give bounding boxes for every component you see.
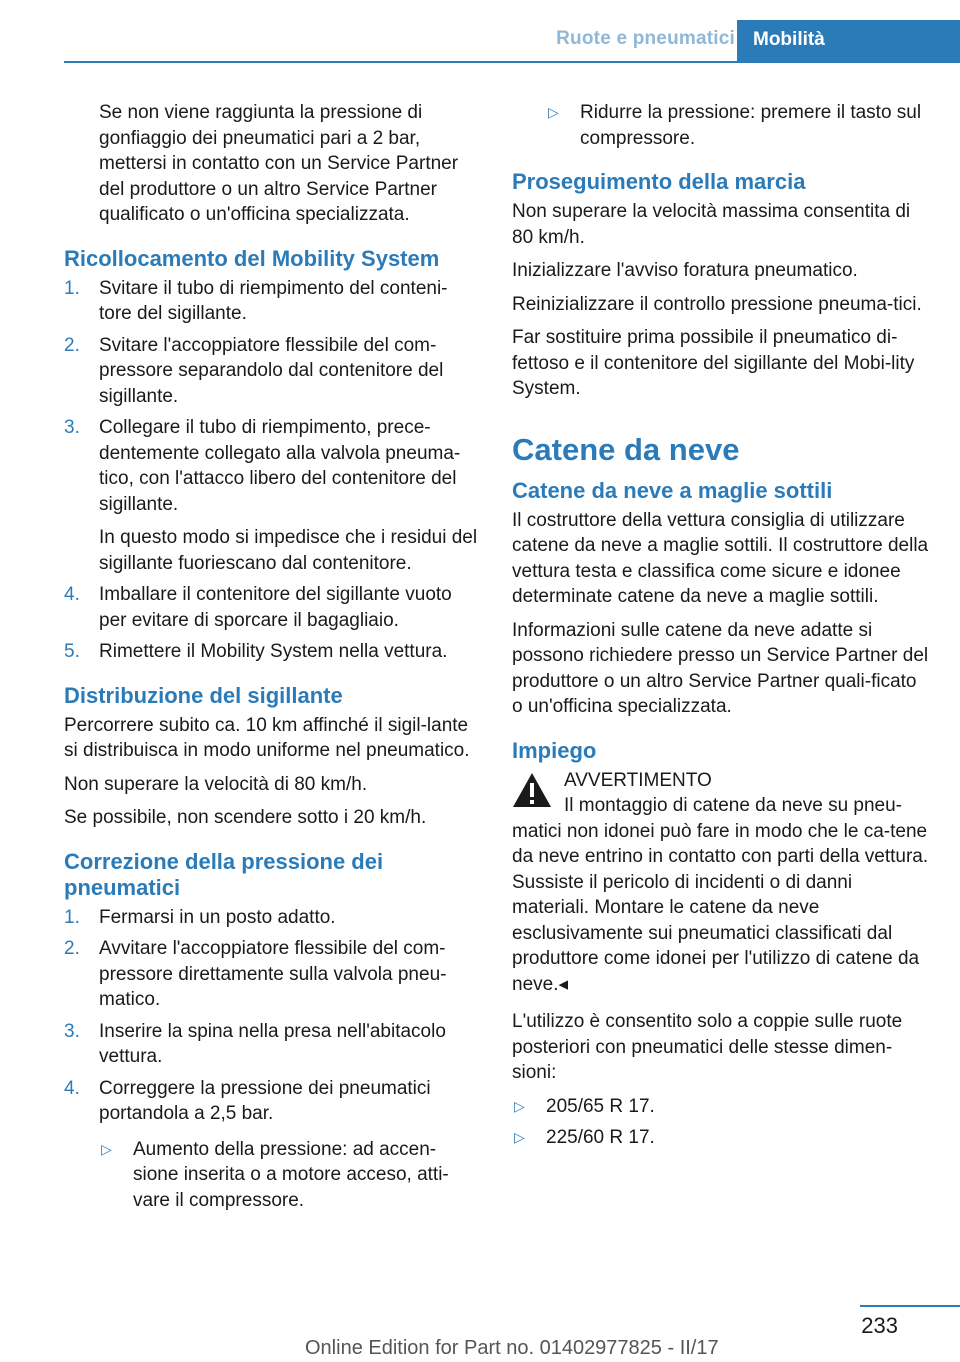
paragraph: Inizializzare l'avviso foratura pneumatico.	[512, 260, 858, 281]
step-note: In questo modo si impedisce che i residui del sigillante fuoriescano dal contenitore.	[99, 527, 478, 574]
warning-title: AVVERTIMENTO	[564, 769, 712, 791]
paragraph: Informazioni sulle catene da neve adatte si possono richiedere presso un Service Partner del produttore o un altro Service Partner quali-ficato o un'officina specializzata.	[512, 619, 929, 717]
intro-paragraph: Se non viene raggiunta la pressione di gonfiaggio dei pneumatici pari a 2 bar, mettersi in contatto con un Service Partner del produttore o un altro Service Partner qualificato o un'officina specializzata.	[99, 102, 459, 225]
warning-body: matici non idonei può fare in modo che le ca-tene da neve entrino in contatto con parti della vettura. Sussiste il pericolo di incidenti o di danni materiali. Montare le catene da neve esclusivamente sui pneumatici classificati dal produttore come idonei per l'utilizzo di catene da neve.◂	[512, 820, 929, 995]
sub-list-item	[512, 100, 930, 151]
right-column	[512, 100, 930, 1157]
step-number: 5.	[64, 641, 80, 662]
sub-list	[99, 1137, 480, 1214]
triangle-bullet-icon: ▷	[548, 104, 559, 120]
step-number: 4.	[64, 584, 80, 605]
sub-list-continued	[512, 100, 930, 151]
list-item	[64, 415, 480, 576]
list-item	[64, 582, 480, 633]
heading-distribuzione: Distribuzione del sigillante	[64, 682, 343, 708]
header-rule	[64, 61, 960, 63]
step-number: 4.	[64, 1077, 80, 1099]
heading-proseguimento: Proseguimento della marcia	[512, 169, 806, 194]
list-item	[64, 1076, 480, 1214]
heading-ricollocamento: Ricollocamento del Mobility System	[64, 245, 440, 271]
paragraph: Se possibile, non scendere sotto i 20 km/h.	[64, 807, 427, 828]
step-number: 2.	[64, 334, 80, 356]
tire-size: 205/65 R 17.	[546, 1095, 655, 1117]
list-item	[64, 905, 480, 931]
sub-list-item	[99, 1137, 480, 1214]
step-text: Rimettere il Mobility System nella vettura.	[99, 641, 448, 662]
sub-item-text: Aumento della pressione: ad accen-sione inserita o a motore acceso, atti-vare il compressore.	[133, 1138, 449, 1211]
tire-size: 225/60 R 17.	[546, 1127, 655, 1148]
left-column	[64, 100, 480, 1219]
step-text: Imballare il contenitore del sigillante vuoto per evitare di sporcare il bagagliaio.	[99, 584, 452, 631]
list-item	[64, 639, 480, 665]
paragraph: Percorrere subito ca. 10 km affinché il sigil-lante si distribuisca in modo uniforme nel pneumatico.	[64, 714, 470, 761]
list-item	[64, 333, 480, 410]
triangle-bullet-icon: ▷	[514, 1129, 525, 1145]
heading-catene-da-neve: Catene da neve	[512, 431, 740, 467]
triangle-bullet-icon: ▷	[101, 1140, 112, 1157]
heading-impiego: Impiego	[512, 737, 597, 763]
header-chapter-tab: Mobilità	[737, 20, 960, 61]
warning-lead: Il montaggio di catene da neve su pneu-	[564, 795, 903, 816]
tire-size-list	[512, 1094, 930, 1151]
step-text: Correggere la pressione dei pneumatici portandola a 2,5 bar.	[99, 1077, 431, 1124]
paragraph: Il costruttore della vettura consiglia di utilizzare catene da neve a maglie sottili. Il costruttore della vettura testa e classifica come sicure e idonee determinate catene da neve a maglie sottili.	[512, 509, 929, 607]
edition-footer: Online Edition for Part no. 01402977825 - II/17	[305, 1337, 719, 1359]
ricollocamento-steps	[64, 276, 480, 665]
footer-rule	[860, 1305, 960, 1307]
triangle-bullet-icon: ▷	[514, 1097, 525, 1114]
step-number: 3.	[64, 417, 80, 438]
step-text: Collegare il tubo di riempimento, prece-dentemente collegato alla valvola pneuma-tico, con l'attacco libero del contenitore del sigillante.	[99, 417, 461, 515]
step-text: Svitare il tubo di riempimento del conteni-tore del sigillante.	[99, 277, 448, 324]
list-item	[64, 936, 480, 1013]
list-item	[64, 276, 480, 327]
sub-item-text: Ridurre la pressione: premere il tasto sul compressore.	[580, 102, 922, 149]
step-number: 3.	[64, 1020, 80, 1042]
step-number: 1.	[64, 277, 80, 299]
step-text: Svitare l'accoppiatore flessibile del com-pressore separandolo dal contenitore del sigillante.	[99, 334, 444, 407]
correzione-steps	[64, 905, 480, 1214]
paragraph: L'utilizzo è consentito solo a coppie sulle ruote posteriori con pneumatici delle stesse dimen-sioni:	[512, 1011, 903, 1083]
step-number: 1.	[64, 906, 80, 928]
step-text: Fermarsi in un posto adatto.	[99, 906, 336, 928]
paragraph: Non superare la velocità massima consentita di 80 km/h.	[512, 201, 911, 248]
paragraph: Far sostituire prima possibile il pneumatico di-fettoso e il contenitore del sigillante del Mobi-lity System.	[512, 327, 915, 399]
list-item	[64, 1019, 480, 1070]
page-number: 233	[861, 1313, 898, 1338]
paragraph: Non superare la velocità di 80 km/h.	[64, 773, 368, 795]
heading-correzione: Correzione della pressione dei pneumatici	[64, 848, 384, 900]
heading-catene-sottili: Catene da neve a maglie sottili	[512, 477, 833, 503]
warning-block	[512, 768, 930, 819]
list-item	[512, 1094, 930, 1120]
header-section-tab: Ruote e pneumatici	[556, 28, 735, 49]
step-number: 2.	[64, 938, 80, 959]
list-item	[512, 1125, 930, 1151]
step-text: Inserire la spina nella presa nell'abitacolo vettura.	[99, 1020, 446, 1067]
step-text: Avvitare l'accoppiatore flessibile del com-pressore direttamente sulla valvola pneu-matico.	[99, 938, 447, 1010]
warning-triangle-icon	[512, 772, 552, 808]
paragraph: Reinizializzare il controllo pressione pneuma-tici.	[512, 293, 922, 315]
